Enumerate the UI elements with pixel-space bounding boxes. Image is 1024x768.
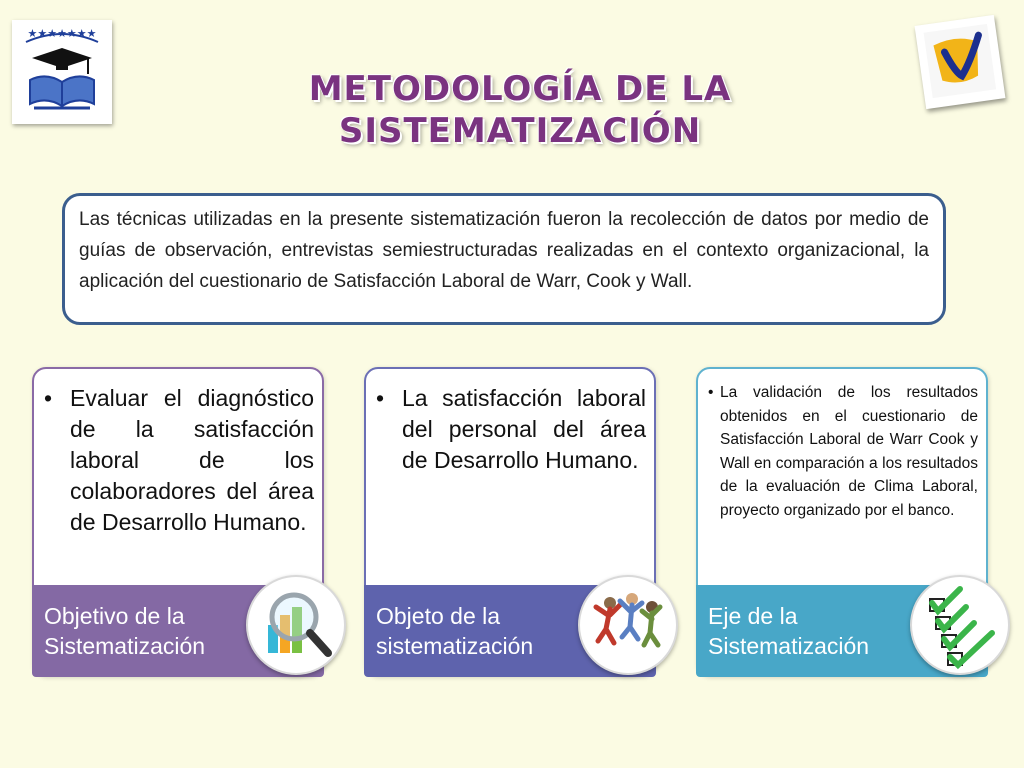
checklist-icon [910, 575, 1010, 675]
axis-label: Eje de la Sistematización [708, 603, 870, 659]
list-item: • La validación de los resultados obtenidos en el cuestionario de Satisfacción Laboral de Warr Cook y Wall en comparación a los resultados de la evaluación de Clima Laboral, proyecto organizado por el banco. [708, 381, 978, 522]
intro-text-box [62, 193, 946, 325]
svg-text:★★★★★★★: ★★★★★★★ [27, 27, 97, 40]
list-item: • Evaluar el diagnóstico de la satisfacción laboral de los colaboradores del área de Desarrollo Humano. [44, 383, 314, 538]
magnifier-chart-icon [246, 575, 346, 675]
brand-logo [915, 15, 1006, 109]
page-title: METODOLOGÍA DE LA SISTEMATIZACIÓN [308, 69, 732, 151]
objective-card [32, 367, 324, 677]
objective-text: Evaluar el diagnóstico de la satisfacción laboral de los colaboradores del área de Desarrollo Humano. [70, 385, 314, 535]
list-item: • La satisfacción laboral del personal del área de Desarrollo Humano. [376, 383, 646, 476]
jumping-people-icon [578, 575, 678, 675]
intro-text: Las técnicas utilizadas en la presente sistematización fueron la recolección de datos por medio de guías de observación, entrevistas semiestructuradas realizadas en el contexto organizacional, la aplicación del cuestionario de Satisfacción Laboral de Warr, Cook y Wall. [79, 209, 929, 292]
axis-card [696, 367, 988, 677]
object-label: Objeto de la sistematización [376, 603, 534, 659]
university-logo [12, 20, 112, 124]
object-text: La satisfacción laboral del personal del área de Desarrollo Humano. [402, 385, 646, 473]
object-card [364, 367, 656, 677]
objective-label: Objetivo de la Sistematización [44, 603, 206, 659]
axis-text: La validación de los resultados obtenidos en el cuestionario de Satisfacción Laboral de Warr Cook y Wall en comparación a los resultados de la evaluación de Clima Laboral, proyecto organizado por el banco. [720, 384, 978, 519]
objective-footer [32, 585, 324, 677]
axis-footer [696, 585, 988, 677]
object-footer [364, 585, 656, 677]
